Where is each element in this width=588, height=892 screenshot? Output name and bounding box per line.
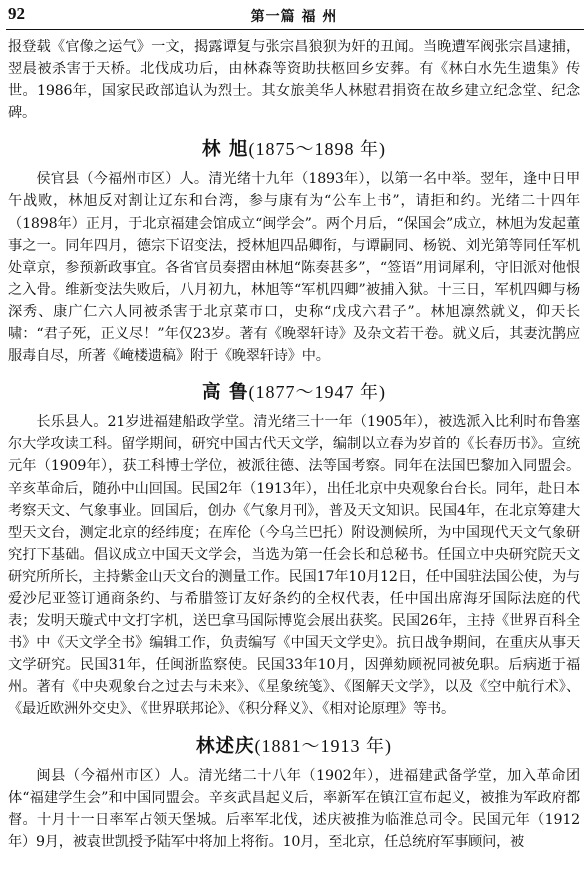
section-name: 高 鲁 <box>202 382 249 404</box>
section-dates: (1877～1947 年) <box>248 382 386 403</box>
section-name: 林述庆 <box>195 735 255 757</box>
page-number: 92 <box>8 4 25 23</box>
section-body-lin-xu: 侯官县（今福州市区）人。清光绪十九年（1893年），以第一名中举。翌年，逢中日甲午战败，林旭反对割让辽东和台湾，参与康有为“公车上书”，请拒和约。光绪二十四年（1898年）正月，于北京福建会馆成立“闽学会”。两个月后，“保国会”成立，林旭为发起董事之一。同年四月，德宗下诏变法，授林旭四品卿衔，与谭嗣同、杨锐、刘光第等同任军机处章京，参预新政事宜。各省官员奏摺由林旭“陈奏甚多”，“签语”用词犀利，守旧派对他恨之入骨。维新变法失败后，八月初九，林旭等“军机四卿”被捕入狱。十三日，军机四卿与杨深秀、康广仁六人同被杀害于北京菜市口，史称“戊戌六君子”。林旭凛然就义，仰天长啸：“君子死，正义尽！”年仅23岁。著有《晚翠轩诗》及杂文若干卷。就义后，其妻沈鹊应服毒自尽，所著《崦楼遗稿》附于《晚翠轩诗》中。 <box>8 171 580 365</box>
section-heading-lin-shuqing <box>8 733 580 760</box>
section-heading-lin-xu <box>8 136 580 163</box>
header-rule <box>6 29 584 30</box>
running-head: 第一篇 福 州 <box>250 9 338 25</box>
page-header <box>0 0 588 30</box>
intro-paragraph: 报登载《官像之运气》一文，揭露谭复与张宗昌狼狈为奸的丑闻。当晚遭军阀张宗昌逮捕，翌晨被杀害于天桥。北伐成功后，由林森等资助扶柩回乡安葬。有《林白水先生遗集》传世。1986年，国家民政部追认为烈士。其女旅美华人林慰君捐资在故乡建立纪念堂、纪念碑。 <box>8 39 580 122</box>
page-body <box>8 36 580 853</box>
section-heading-gao-lu <box>8 379 580 406</box>
section-body-gao-lu: 长乐县人。21岁进福建船政学堂。清光绪三十一年（1905年），被选派入比利时布鲁塞尔大学攻读工科。留学期间，研究中国古代天文学，编制以立春为岁首的《长春历书》。宣统元年（1909年），获工科博士学位，被派往德、法等国考察。同年在法国巴黎加入同盟会。辛亥革命后，随孙中山回国。民国2年（1913年），出任北京中央观象台台长。同年，赴日本考察天文、气象事业。回国后，创办《气象月刊》，普及天文知识。民国4年，在北京筹建大型天文台，测定北京的经纬度；在库伦（今乌兰巴托）附设测候所，为中国现代天文气象研究打下基础。倡议成立中国天文学会，当选为第一任会长和总秘书。任国立中央研究院天文研究所所长，主持紫金山天文台的测量工作。民国17年10月12日，任中国驻法国公使，为与爱沙尼亚签订通商条约、与希腊签订友好条约的全权代表，任中国出席海牙国际法庭的代表；发明天璇式中文打字机，送巴拿马国际博览会展出获奖。民国26年，主持《世界百科全书》中《天文学全书》编辑工作，负责编写《中国天文学史》。抗日战争期间，在重庆从事天文学研究。民国31年，任闽浙监察使。民国33年10月，因弹劾顾祝同被免职。后病逝于福州。著有《中央观象台之过去与未来》、《星象统笺》、《图解天文学》，以及《空中航行术》、《最近欧洲外交史》、《世界联邦论》、《积分释义》、《相对论原理》等书。 <box>8 414 580 718</box>
section-name: 林 旭 <box>202 139 249 161</box>
section-dates: (1881～1913 年) <box>254 735 392 756</box>
section-body-lin-shuqing: 闽县（今福州市区）人。清光绪二十八年（1902年），进福建武备学堂，加入革命团体“福建学生会”和中国同盟会。辛亥武昌起义后，率新军在镇江宣布起义，被推为军政府都督。十月十一日率军占领天堡城。后率军北伐，述庆被推为临淮总司令。民国元年（1912年）9月，被袁世凯授予陆军中将加上将衔。10月，至北京，任总统府军事顾问，被 <box>8 767 580 850</box>
section-dates: (1875～1898 年) <box>248 139 386 160</box>
